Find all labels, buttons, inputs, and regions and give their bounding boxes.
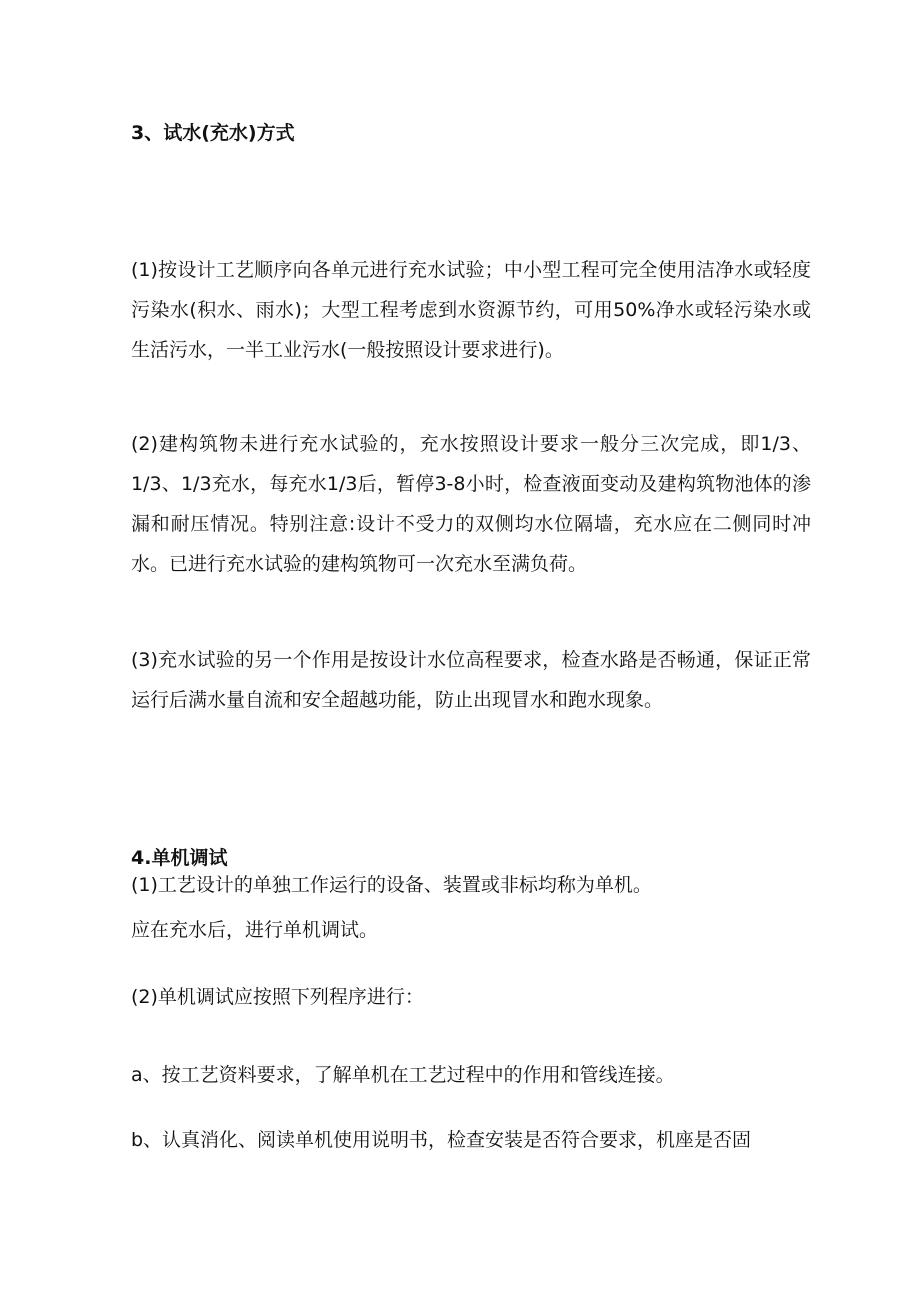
section-4-heading: 4.单机调试	[131, 847, 228, 869]
section-4-line-4: a、按工艺资料要求，了解单机在工艺过程中的作用和管线连接。	[131, 1064, 675, 1086]
section-3-paragraph-1: (1)按设计工艺顺序向各单元进行充水试验；中小型工程可完全使用洁净水或轻度污染水(积水、雨水)；大型工程考虑到水资源节约，可用50%净水或轻污染水或生活污水，一半工业污水(一般按照设计要求进行)。	[131, 259, 811, 361]
section-3-heading: 3、试水(充水)方式	[131, 122, 295, 144]
section-4-line-3: (2)单机调试应按照下列程序进行：	[131, 986, 424, 1008]
section-3-paragraph-3: (3)充水试验的另一个作用是按设计水位高程要求，检查水路是否畅通，保证正常运行后满水量自流和安全超越功能，防止出现冒水和跑水现象。	[131, 649, 811, 711]
section-4-line-5: b、认真消化、阅读单机使用说明书，检查安装是否符合要求，机座是否固	[131, 1129, 752, 1151]
section-4-line-2: 应在充水后，进行单机调试。	[131, 919, 379, 941]
section-4-line-1: (1)工艺设计的单独工作运行的设备、装置或非标均称为单机。	[131, 874, 652, 896]
section-3-paragraph-2: (2)建构筑物未进行充水试验的，充水按照设计要求一般分三次完成，即1/3、1/3、1/3充水，每充水1/3后，暂停3-8小时，检查液面变动及建构筑物池体的渗漏和耐压情况。特别注意:设计不受力的双侧均水位隔墙，充水应在二侧同时冲水。已进行充水试验的建构筑物可一次充水至满负荷。	[131, 433, 811, 575]
